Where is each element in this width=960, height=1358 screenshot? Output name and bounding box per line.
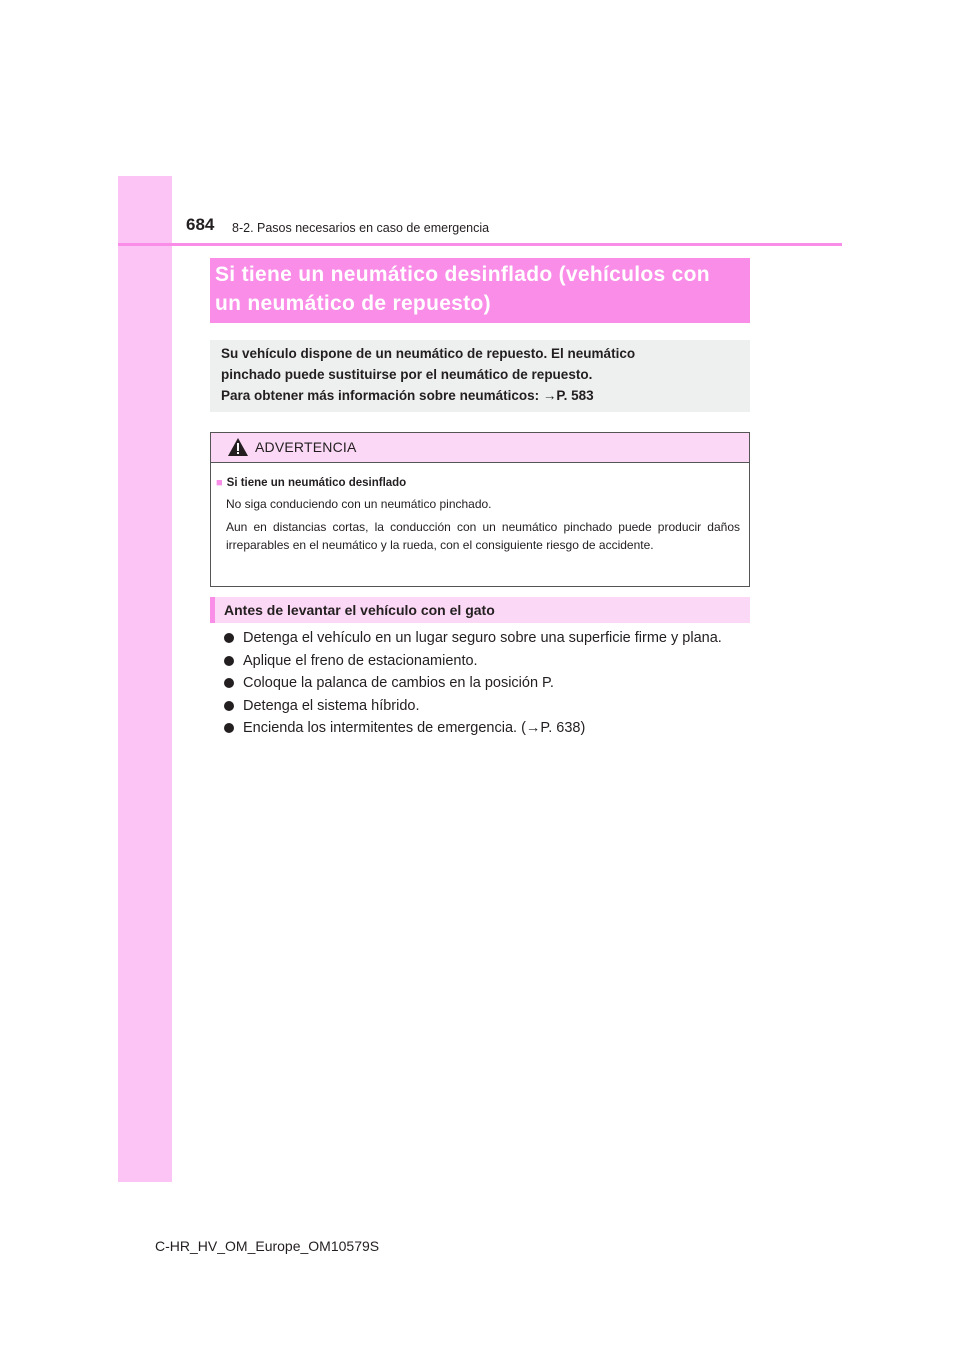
intro-line3-prefix: Para obtener más información sobre neumáticos: [221,388,543,403]
intro-arrow: → [542,388,557,403]
warning-header [211,433,749,463]
warning-heading [216,475,740,491]
warning-triangle-icon [227,437,249,457]
list-item-text: Coloque la palanca de cambios en la posición P. [243,675,554,691]
side-color-strip [118,176,172,1182]
intro-line3 [221,385,739,406]
list-item [224,627,750,650]
list-item [224,672,750,695]
footer-doc-code: C-HR_HV_OM_Europe_OM10579S [155,1238,380,1254]
subsection-bar [210,597,750,623]
list-item [224,717,750,740]
subsection-title: Antes de levantar el vehículo con el gato [224,602,495,618]
warning-paragraph-1: No siga conduciendo con un neumático pinchado. [226,497,492,511]
page-title-line2: un neumático de repuesto) [215,292,491,315]
page-title [215,260,745,318]
page-number: 684 [186,215,215,234]
intro-line1: Su vehículo dispone de un neumático de repuesto. El neumático [221,346,636,361]
warning-paragraph-2: Aun en distancias cortas, la conducción con un neumático pinchado puede producir daños irreparables en el neumático y la rueda, con el consiguiente riesgo de accidente. [226,519,740,552]
intro-text [221,343,739,406]
bullet-dot-icon [224,723,234,733]
list-item-text: Aplique el freno de estacionamiento. [243,652,478,669]
bullet-dot-icon [224,701,234,711]
warning-body [216,475,740,555]
list-item-text: Detenga el sistema híbrido. [243,697,420,714]
page-title-line1: Si tiene un neumático desinflado (vehículos con [215,263,710,286]
intro-line2: pinchado puede sustituirse por el neumático de repuesto. [221,367,593,382]
warning-box [210,432,750,587]
square-bullet-icon: ■ [216,477,223,489]
bullet-list [224,627,750,740]
list-item [224,695,750,718]
section-label: 8-2. Pasos necesarios en caso de emergencia [232,221,490,235]
list-item [224,650,750,673]
intro-page-ref[interactable]: P. 583 [556,388,594,403]
header-rule [118,243,842,246]
list-item-text: Detenga el vehículo en un lugar seguro sobre una superficie firme y plana. [243,630,722,646]
bullet-dot-icon [224,678,234,688]
bullet-dot-icon [224,656,234,666]
list-item-text: Encienda los intermitentes de emergencia. (→P. 638) [243,720,586,736]
warning-title: ADVERTENCIA [255,439,357,455]
warning-heading-text: Si tiene un neumático desinflado [226,477,407,489]
subsection-accent [210,597,215,623]
bullet-dot-icon [224,633,234,643]
